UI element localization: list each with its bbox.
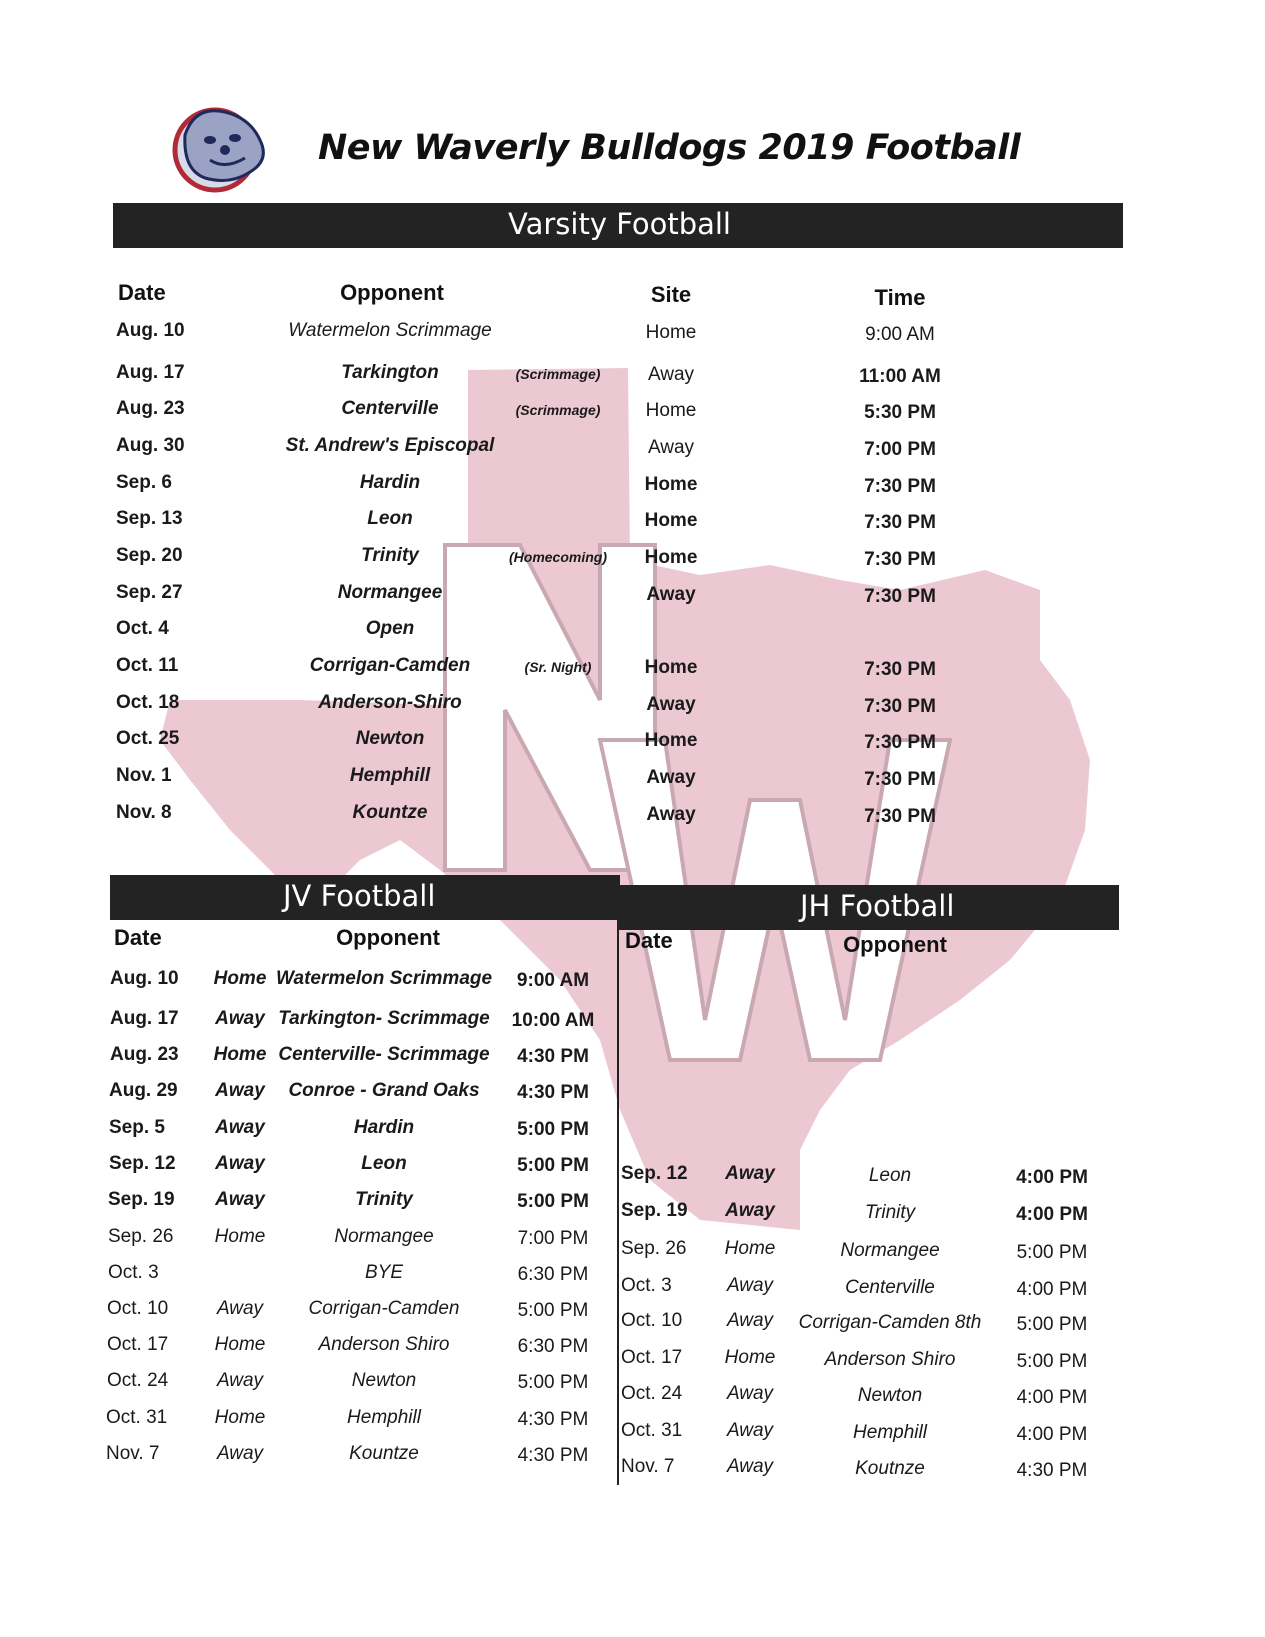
varsity-row [0,398,1265,428]
jv-time: 6:30 PM [517,1264,589,1285]
jh-header-opponent: Opponent [843,932,947,957]
jv-time: 5:00 PM [517,1372,589,1393]
jv-opponent: Kountze [349,1443,419,1464]
jv-site: Away [216,1443,264,1464]
jv-time: 4:30 PM [517,1445,589,1466]
jv-date: Oct. 3 [108,1262,159,1283]
varsity-time: 7:30 PM [864,696,936,717]
varsity-site: Away [647,437,695,458]
jh-site: Away [725,1163,775,1184]
jh-row [0,1238,1265,1268]
jv-site: Home [213,968,267,989]
varsity-row [0,472,1265,502]
jh-date: Oct. 17 [621,1347,683,1368]
varsity-opponent: St. Andrew's Episcopal [285,435,495,456]
varsity-date: Oct. 11 [116,655,179,676]
jv-header-date: Date [114,925,162,950]
jh-date: Nov. 7 [621,1456,675,1477]
varsity-site: Home [644,547,698,568]
varsity-date: Aug. 10 [116,320,185,341]
varsity-opponent: Hemphill [349,765,431,786]
varsity-site: Away [646,767,696,788]
jv-site: Away [216,1370,264,1391]
jh-time: 5:00 PM [1016,1314,1088,1335]
jh-time: 5:00 PM [1016,1351,1088,1372]
jh-row [0,1310,1265,1340]
varsity-site: Away [646,804,696,825]
varsity-row [0,435,1265,465]
jv-date: Sep. 12 [109,1153,176,1174]
jv-date: Oct. 24 [107,1370,169,1391]
varsity-opponent: Leon [367,508,413,529]
jv-time: 4:30 PM [517,1409,589,1430]
jh-schedule-table [0,920,1265,1490]
jh-date: Sep. 19 [621,1200,688,1221]
varsity-note: (Scrimmage) [515,402,601,418]
jh-time: 4:00 PM [1016,1387,1088,1408]
jh-date: Oct. 24 [621,1383,683,1404]
varsity-site: Home [645,322,697,343]
jh-time: 4:00 PM [1016,1279,1088,1300]
jv-date: Aug. 23 [110,1044,179,1065]
varsity-opponent: Kountze [352,802,428,823]
jh-site: Home [724,1347,776,1368]
varsity-date: Nov. 1 [116,765,172,786]
jh-opponent: Leon [868,1165,912,1186]
varsity-date: Aug. 23 [116,398,185,419]
varsity-row [0,728,1265,758]
jh-time: 4:00 PM [1016,1424,1088,1445]
jv-opponent: Watermelon Scrimmage [275,968,493,989]
varsity-site: Home [644,657,698,678]
varsity-date: Sep. 27 [116,582,183,603]
varsity-time: 7:00 PM [864,439,936,460]
page-title: New Waverly Bulldogs 2019 Football [318,128,1021,168]
jv-opponent: Newton [351,1370,417,1391]
varsity-opponent: Trinity [361,545,419,566]
jv-time: 5:00 PM [517,1155,589,1176]
varsity-row [0,802,1265,832]
varsity-site: Home [644,730,698,751]
jv-heading: JV Football [283,879,436,913]
jh-opponent: Anderson Shiro [824,1349,956,1370]
varsity-time: 7:30 PM [864,549,936,570]
varsity-heading: Varsity Football [508,207,731,241]
jh-site: Away [726,1420,774,1441]
jh-row [0,1347,1265,1377]
jv-date: Aug. 10 [110,968,179,989]
jh-row [0,1456,1265,1486]
jh-time: 4:00 PM [1016,1167,1088,1188]
varsity-date: Sep. 20 [116,545,183,566]
jh-heading: JH Football [800,889,955,923]
jh-opponent: Centerville [845,1277,935,1298]
jv-site: Away [215,1080,265,1101]
jh-opponent: Corrigan-Camden 8th [798,1312,982,1333]
varsity-time: 7:30 PM [864,512,936,533]
varsity-row [0,582,1265,612]
jh-opponent: Hemphill [853,1422,927,1443]
varsity-site: Home [644,474,698,495]
jv-opponent: Trinity [355,1189,413,1210]
jh-opponent: Koutnze [855,1458,925,1479]
jh-date: Oct. 3 [621,1275,672,1296]
jv-date: Oct. 17 [107,1334,169,1355]
varsity-row [0,692,1265,722]
jv-time: 9:00 AM [516,970,590,991]
jv-site: Home [213,1044,267,1065]
jv-site: Away [216,1298,264,1319]
varsity-opponent: Corrigan-Camden [309,655,471,676]
jh-header-date: Date [625,928,673,953]
varsity-date: Oct. 25 [116,728,180,749]
jh-site: Away [726,1310,774,1331]
jv-date: Sep. 5 [109,1117,165,1138]
jv-header-opponent: Opponent [336,925,440,950]
jv-opponent: Corrigan-Camden [308,1298,460,1319]
jh-site: Away [725,1200,775,1221]
jh-date: Oct. 10 [621,1310,683,1331]
varsity-note: (Scrimmage) [515,366,601,382]
jv-date: Aug. 29 [109,1080,178,1101]
varsity-row [0,655,1265,685]
bulldog-mascot-icon [165,100,280,195]
varsity-header-opponent: Opponent [340,280,444,305]
varsity-row [0,545,1265,575]
jv-opponent: BYE [364,1262,404,1283]
jv-date: Sep. 26 [108,1226,174,1247]
jh-opponent: Trinity [864,1202,916,1223]
jv-site: Away [215,1117,265,1138]
varsity-row [0,320,1265,350]
varsity-header-time: Time [874,285,926,310]
jv-date: Oct. 31 [106,1407,168,1428]
varsity-site: Away [646,584,696,605]
jh-date: Oct. 31 [621,1420,683,1441]
varsity-header-site: Site [650,282,692,307]
jv-time: 6:30 PM [517,1336,589,1357]
varsity-opponent: Anderson-Shiro [318,692,462,713]
varsity-time: 7:30 PM [864,476,936,497]
varsity-time: 11:00 AM [859,366,941,387]
jv-opponent: Centerville- Scrimmage [278,1044,490,1065]
varsity-time: 7:30 PM [864,586,936,607]
jh-time: 4:00 PM [1016,1204,1088,1225]
varsity-opponent: Newton [355,728,425,749]
varsity-site: Home [644,510,698,531]
varsity-time: 7:30 PM [864,732,936,753]
jv-site: Away [215,1008,265,1029]
jh-date: Sep. 12 [621,1163,688,1184]
varsity-time: 7:30 PM [864,769,936,790]
jh-row [0,1200,1265,1230]
varsity-row [0,765,1265,795]
jv-opponent: Normangee [334,1226,434,1247]
varsity-date: Oct. 18 [116,692,180,713]
jh-row [0,1163,1265,1193]
varsity-time: 7:30 PM [864,806,936,827]
jh-date: Sep. 26 [621,1238,687,1259]
jv-heading-band [110,875,620,920]
varsity-date: Oct. 4 [116,618,169,639]
jh-site: Away [726,1383,774,1404]
varsity-time: 7:30 PM [864,659,936,680]
jv-site: Home [214,1407,266,1428]
jv-date: Aug. 17 [110,1008,179,1029]
varsity-heading-band [113,203,1123,248]
jh-row [0,1275,1265,1305]
jv-opponent: Anderson Shiro [318,1334,450,1355]
jv-time: 7:00 PM [517,1228,589,1249]
jh-site: Away [726,1456,774,1477]
varsity-opponent: Normangee [337,582,443,603]
jv-time: 5:00 PM [517,1191,589,1212]
jh-site: Home [724,1238,776,1259]
jv-opponent: Hardin [353,1117,415,1138]
varsity-row [0,508,1265,538]
jv-opponent: Leon [361,1153,407,1174]
varsity-opponent: Centerville [341,398,439,419]
jv-site: Away [215,1189,265,1210]
jv-time: 5:00 PM [517,1119,589,1140]
varsity-header-date: Date [118,280,166,305]
varsity-date: Aug. 17 [116,362,185,383]
jh-row [0,1383,1265,1413]
jh-site: Away [726,1275,774,1296]
varsity-site: Away [647,364,695,385]
varsity-note: (Sr. Night) [524,659,592,675]
varsity-date: Nov. 8 [116,802,172,823]
jv-site: Home [214,1226,266,1247]
jv-date: Nov. 7 [106,1443,160,1464]
jv-time: 4:30 PM [517,1082,589,1103]
varsity-time: 9:00 AM [865,324,935,345]
jh-time: 5:00 PM [1016,1242,1088,1263]
jh-opponent: Normangee [840,1240,940,1261]
jh-time: 4:30 PM [1016,1460,1088,1481]
jv-opponent: Hemphill [347,1407,421,1428]
varsity-date: Sep. 6 [116,472,172,493]
varsity-schedule-table [0,280,1265,850]
jv-time: 5:00 PM [517,1300,589,1321]
varsity-opponent: Hardin [359,472,421,493]
varsity-note: (Homecoming) [509,549,607,565]
varsity-opponent: Tarkington [341,362,439,383]
varsity-opponent: Open [365,618,415,639]
varsity-row [0,618,1265,648]
jv-time: 10:00 AM [511,1010,595,1031]
varsity-time: 5:30 PM [864,402,936,423]
jv-opponent: Conroe - Grand Oaks [288,1080,480,1101]
jh-opponent: Newton [857,1385,923,1406]
varsity-date: Aug. 30 [116,435,185,456]
jh-row [0,1420,1265,1450]
varsity-site: Away [646,694,696,715]
jv-site: Away [215,1153,265,1174]
jv-opponent: Tarkington- Scrimmage [278,1008,490,1029]
jv-site: Home [214,1334,266,1355]
varsity-opponent: Watermelon Scrimmage [288,320,492,341]
varsity-site: Home [645,400,697,421]
varsity-row [0,362,1265,392]
jv-time: 4:30 PM [517,1046,589,1067]
varsity-date: Sep. 13 [116,508,183,529]
jv-date: Oct. 10 [107,1298,169,1319]
jv-date: Sep. 19 [108,1189,175,1210]
